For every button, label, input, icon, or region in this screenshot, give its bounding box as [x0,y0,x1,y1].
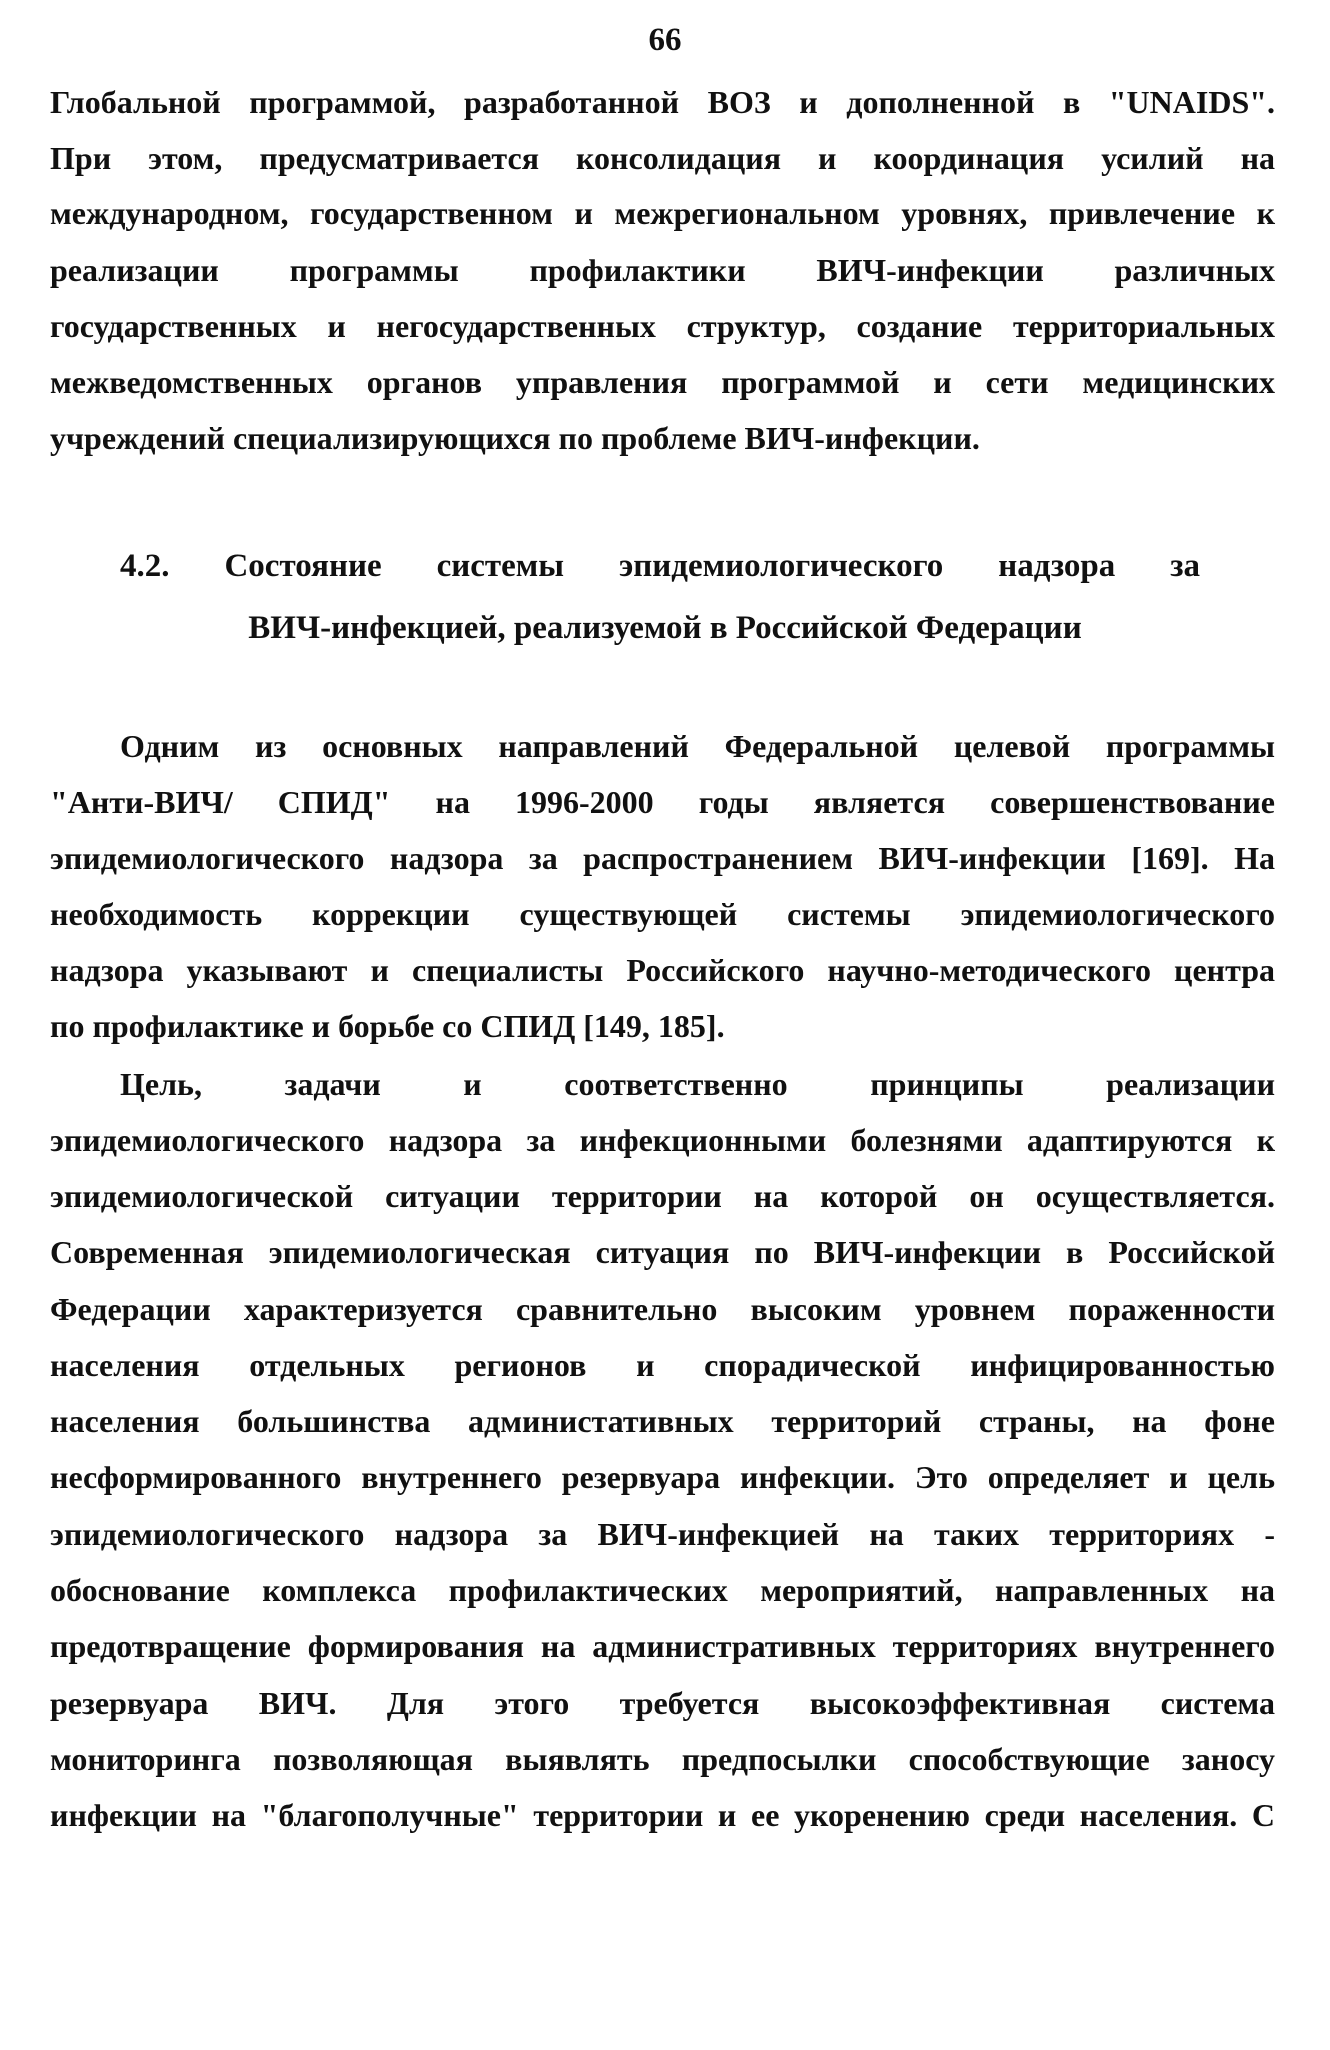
intro-line: международном, государственном и межрегиональном уровнях, привлечение к [50,195,1275,231]
paragraph-1-line: по профилактике и борьбе со СПИД [149, 185]. [50,1008,725,1044]
intro-line: Глобальной программой, разработанной ВОЗ и дополненной в "UNAIDS". [50,84,1275,120]
intro-line: межведомственных органов управления программой и сети медицинских [50,364,1275,400]
intro-line: учреждений специализирующихся по проблеме ВИЧ-инфекции. [50,420,980,456]
paragraph-2-line: эпидемиологического надзора за инфекционными болезнями адаптируются к [50,1122,1275,1158]
section-heading-line-2: ВИЧ-инфекцией, реализуемой в Российской Федерации [248,610,1082,646]
paragraph-2-line: Цель, задачи и соответственно принципы реализации [120,1066,1275,1102]
paragraph-2-line: резервуара ВИЧ. Для этого требуется высокоэффективная система [50,1685,1275,1721]
paragraph-2-line: инфекции на "благополучные" территории и ее укоренению среди населения. С [50,1797,1275,1833]
paragraph-1-line: необходимость коррекции существующей системы эпидемиологического [50,896,1275,932]
paragraph-2-line: предотвращение формирования на административных территориях внутреннего [50,1628,1275,1664]
paragraph-1-line: надзора указывают и специалисты Российского научно-методического центра [50,952,1275,988]
paragraph-2-line: населения отдельных регионов и спорадической инфицированностью [50,1347,1275,1383]
paragraph-2-line: Федерации характеризуется сравнительно высоким уровнем пораженности [50,1291,1275,1327]
intro-line: При этом, предусматривается консолидация и координация усилий на [50,140,1275,176]
paragraph-2-line: Современная эпидемиологическая ситуация по ВИЧ-инфекции в Российской [50,1234,1275,1270]
section-heading-line-1: 4.2. Состояние системы эпидемиологического надзора за [120,548,1200,584]
paragraph-2-line: обоснование комплекса профилактических мероприятий, направленных на [50,1572,1275,1608]
paragraph-2-line: мониторинга позволяющая выявлять предпосылки способствующие заносу [50,1741,1275,1777]
paragraph-2-line: несформированного внутреннего резервуара инфекции. Это определяет и цель [50,1459,1275,1495]
intro-line: государственных и негосударственных структур, создание территориальных [50,308,1275,344]
paragraph-1-line: эпидемиологического надзора за распространением ВИЧ-инфекции [169]. На [50,840,1275,876]
paragraph-1-line: Одним из основных направлений Федеральной целевой программы [120,728,1275,764]
intro-line: реализации программы профилактики ВИЧ-инфекции различных [50,252,1275,288]
paragraph-2-line: эпидемиологического надзора за ВИЧ-инфекцией на таких территориях - [50,1516,1275,1552]
paragraph-2-line: эпидемиологической ситуации территории на которой он осуществляется. [50,1178,1275,1214]
paragraph-2-line: населения большинства администативных территорий страны, на фоне [50,1403,1275,1439]
paragraph-1-line: "Анти-ВИЧ/ СПИД" на 1996-2000 годы является совершенствование [50,784,1275,820]
page-number: 66 [648,22,682,58]
